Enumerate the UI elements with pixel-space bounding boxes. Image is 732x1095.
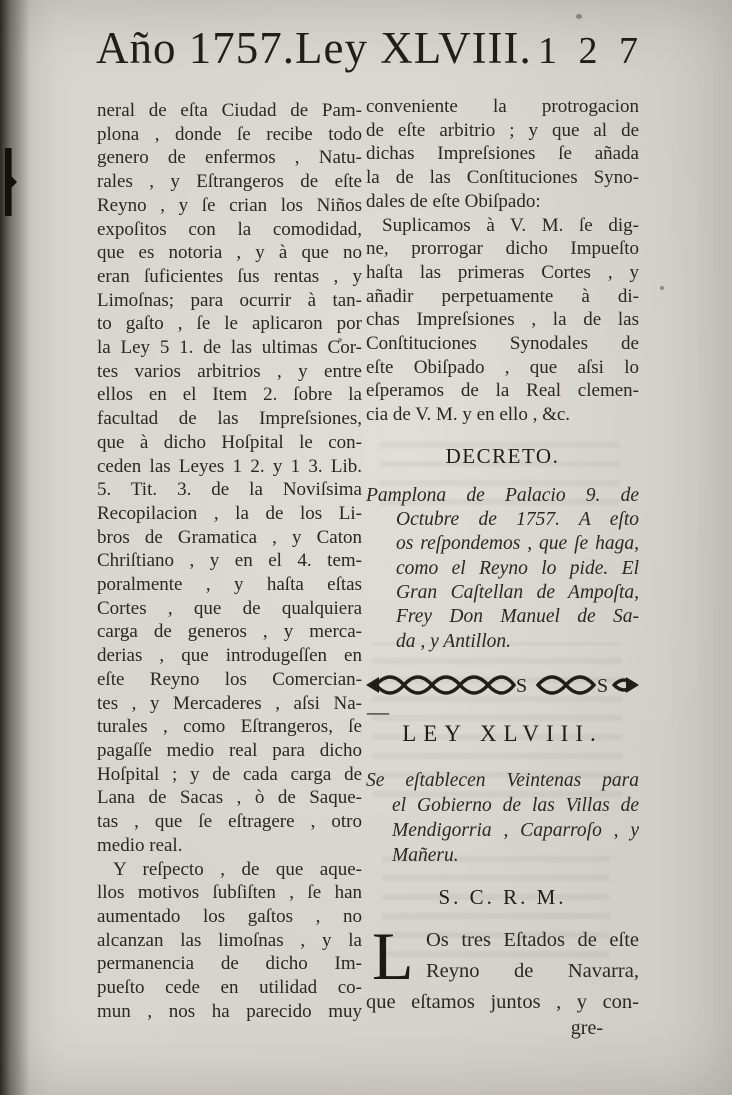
margin-dash-mark: — xyxy=(367,698,389,724)
catchword: gre- xyxy=(570,1016,603,1039)
text-line: cia de V. M. y en ello , &c. xyxy=(366,404,571,426)
ornament-left-tip xyxy=(366,677,379,693)
text-line: to gaſto , ſe le aplicaron por xyxy=(97,313,362,335)
ornament-right-tip xyxy=(626,677,639,693)
text-line: expoſitos con la comodidad, xyxy=(97,218,362,240)
text-line: turales , como Eſtrangeros, ſe xyxy=(97,716,362,738)
text-line: eſte Reyno los Comercian- xyxy=(97,668,362,690)
ornament-s-glyph: S xyxy=(597,674,609,697)
right-column-body xyxy=(366,95,639,427)
text-line: tes , y Mercaderes , aſsi Na- xyxy=(97,692,362,714)
text-line: la Ley 5 1. de las ultimas Cor- xyxy=(97,337,362,359)
text-line: permanencia de dicho Im- xyxy=(97,953,362,975)
decreto-line: Frey Don Manuel de Sa- xyxy=(396,606,639,628)
text-line: eſperamos de la Real clemen- xyxy=(366,380,639,402)
text-line: genero de enfermos , Natu- xyxy=(97,147,362,169)
law-label: Ley XLVIII. xyxy=(295,23,532,73)
text-line: ne, prorrogar dicho Impueſto xyxy=(366,238,639,260)
text-line: Limoſnas; para ocurrir à tan- xyxy=(97,289,362,311)
text-line: eſte Obiſpado , que aſsi lo xyxy=(366,356,639,378)
drop-cap-letter: L xyxy=(372,917,414,994)
text-line: chas Impreſsiones , la de las xyxy=(366,309,639,331)
text-line: Recopilacion , la de los Li- xyxy=(97,502,362,524)
text-line: medio real. xyxy=(97,834,183,856)
text-line: de eſte arbitrio ; y que al de xyxy=(366,119,639,141)
ley-summary-line: Se eſtablecen Veintenas para xyxy=(366,769,639,791)
text-line: Cortes , que de qualquiera xyxy=(97,597,362,619)
text-line: aumentado los gaſtos , no xyxy=(97,905,362,927)
ink-speck xyxy=(576,14,582,19)
decreto-line: os reſpondemos , que ſe haga, xyxy=(396,533,639,555)
text-line: que es notoria , y à que no xyxy=(97,242,362,264)
right-text-column xyxy=(366,95,639,1040)
running-head-title xyxy=(96,22,532,74)
text-line: Chriſtiano , y en el 4. tem- xyxy=(97,550,362,572)
scrm-paragraph xyxy=(366,917,639,1040)
text-line: llos motivos ſubſiſten , ſe han xyxy=(97,882,362,904)
scrm-heading: S. C. R. M. xyxy=(438,884,567,909)
text-line: pagaſſe medio real para dicho xyxy=(97,739,362,761)
decreto-line: Pamplona de Palacio 9. de xyxy=(366,484,639,506)
text-line: pueſto cede en utilidad co- xyxy=(97,977,362,999)
text-line: Lana de Sacas , ò de Saque- xyxy=(97,787,362,809)
braided-rule-ornament xyxy=(366,672,639,698)
text-line: ellos en el Item 2. ſobre la xyxy=(97,384,362,406)
text-line: que à dicho Hoſpital le con- xyxy=(97,431,362,453)
text-line: plona , donde ſe recibe todo xyxy=(97,123,362,145)
scrm-line: Reyno de Navarra, xyxy=(426,959,639,982)
text-line: ceden las Leyes 1 2. y 1 3. Lib. xyxy=(97,455,362,477)
ley-summary-line: Mendigorria , Caparroſo , y xyxy=(392,819,639,841)
text-line: dales de eſte Obiſpado: xyxy=(366,190,541,212)
left-text-column xyxy=(97,99,362,1023)
scrm-line: que eſtamos juntos , y con- xyxy=(366,990,639,1013)
year-label: Año 1757. xyxy=(96,23,295,73)
text-line: Suplicamos à V. M. ſe dig- xyxy=(382,214,639,236)
text-line: carga de generos , y merca- xyxy=(97,621,362,643)
decreto-line: como el Reyno lo pide. El xyxy=(396,557,639,579)
ley-summary-line: Mañeru. xyxy=(392,844,459,866)
text-line: neral de eſta Ciudad de Pam- xyxy=(97,100,362,121)
text-line: haſta las primeras Cortes , y xyxy=(366,261,639,283)
scrm-line: Os tres Eſtados de eſte xyxy=(426,928,639,951)
decreto-line: Octubre de 1757. A eſto xyxy=(396,509,639,531)
text-line: tas , que ſe eſtragere , otro xyxy=(97,811,362,833)
text-line: dichas Impreſsiones ſe añada xyxy=(366,143,639,165)
text-line: conveniente la protrogacion xyxy=(366,96,639,117)
text-line: la de las Conſtituciones Syno- xyxy=(366,167,639,189)
text-line: Reyno , y ſe crian los Niños xyxy=(97,194,362,216)
text-line: bros de Gramatica , y Caton xyxy=(97,526,362,548)
running-head xyxy=(96,22,644,74)
ornament-s-glyph: S xyxy=(516,674,528,697)
decreto-line: Gran Caſtellan de Ampoſta, xyxy=(396,582,639,604)
ley-summary xyxy=(366,768,639,868)
text-line: añadir perpetuamente à di- xyxy=(366,285,639,307)
page-number: 1 2 7 xyxy=(538,30,644,72)
ley-summary-line: el Gobierno de las Villas de xyxy=(392,794,639,816)
text-line: alcanzan las limoſnas , y la xyxy=(97,929,362,951)
text-line: rales , y Eſtrangeros de eſte xyxy=(97,171,362,193)
text-line: eran ſuficientes ſus rentas , y xyxy=(97,265,362,287)
decreto-heading: DECRETO. xyxy=(445,443,560,468)
text-line: derias , que introdugeſſen en xyxy=(97,645,362,667)
text-line: tes varios arbitrios , y entre xyxy=(97,360,362,382)
binding-shadow xyxy=(0,0,30,1095)
text-line: mun , nos ha parecido muy xyxy=(97,1000,362,1022)
text-line: facultad de las Impreſsiones, xyxy=(97,408,362,430)
text-line: 5. Tit. 3. de la Noviſsima xyxy=(97,479,362,501)
text-line: Y reſpecto , de que aque- xyxy=(113,858,362,880)
text-line: poralmente , y haſta eſtas xyxy=(97,574,362,596)
text-line: Hoſpital ; y de cada carga de xyxy=(97,763,362,785)
ley-heading: LEY XLVIII. xyxy=(402,720,603,746)
ink-speck xyxy=(660,286,664,290)
text-line: Conſtituciones Synodales de xyxy=(366,333,639,355)
decreto-text xyxy=(366,484,639,654)
decreto-line: da , y Antillon. xyxy=(396,630,512,652)
